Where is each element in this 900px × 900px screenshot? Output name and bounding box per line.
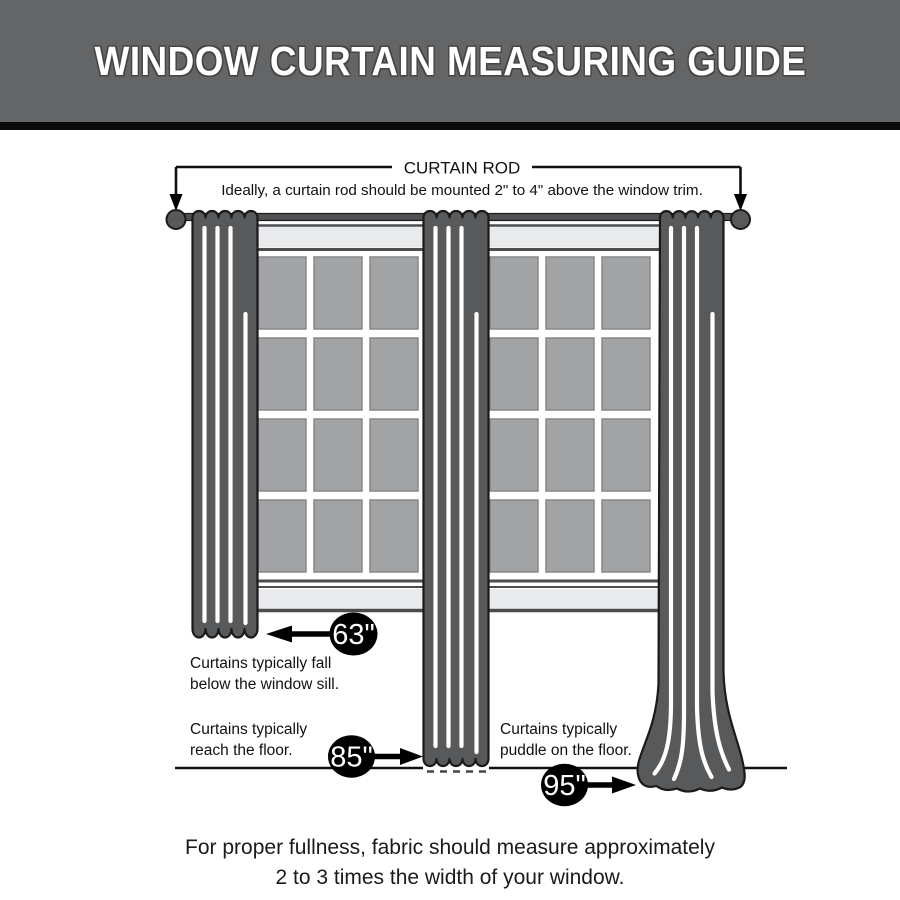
note-puddle-line1: Curtains typically	[500, 721, 618, 738]
window-pane	[490, 500, 538, 572]
window-pane	[546, 338, 594, 410]
window-pane	[314, 257, 362, 329]
window-pane	[370, 500, 418, 572]
rod-callout	[170, 159, 748, 212]
left-arrow-icon	[266, 626, 292, 643]
window-pane	[314, 419, 362, 491]
window-pane	[546, 500, 594, 572]
right-arrow-icon	[400, 748, 423, 765]
window-pane	[490, 338, 538, 410]
measurement-value-63: 63"	[332, 619, 375, 651]
measurement-value-95: 95"	[543, 770, 586, 802]
window-pane	[314, 500, 362, 572]
window-pane	[490, 257, 538, 329]
footer-line-2: 2 to 3 times the width of your window.	[275, 866, 625, 889]
window-pane	[546, 257, 594, 329]
down-arrow-icon	[170, 194, 183, 211]
down-arrow-icon	[734, 194, 747, 211]
measurement-floor	[328, 735, 423, 778]
note-puddle	[500, 721, 632, 759]
measurement-sill	[266, 613, 378, 656]
note-puddle-line2: puddle on the floor.	[500, 742, 632, 759]
window-pane	[602, 500, 650, 572]
note-sill	[190, 655, 339, 693]
note-sill-line1: Curtains typically fall	[190, 655, 332, 672]
footer-line-1: For proper fullness, fabric should measure approximately	[185, 836, 715, 859]
window-pane	[314, 338, 362, 410]
note-floor-line1: Curtains typically	[190, 721, 308, 738]
window-pane	[258, 500, 306, 572]
window-pane	[490, 419, 538, 491]
right-curtain-panel	[638, 211, 745, 791]
rod-callout-label: CURTAIN ROD	[403, 158, 521, 178]
note-floor	[190, 721, 307, 759]
note-floor-line2: reach the floor.	[190, 742, 293, 759]
left-finial	[167, 210, 186, 229]
window-pane	[258, 257, 306, 329]
page-title: WINDOW CURTAIN MEASURING GUIDE	[94, 37, 806, 84]
window-pane	[602, 257, 650, 329]
right-arrow-icon	[612, 777, 636, 794]
right-finial	[731, 210, 750, 229]
measurement-puddle	[541, 764, 636, 807]
measurement-value-85: 85"	[330, 741, 373, 774]
footer-note	[0, 833, 900, 893]
window-pane	[370, 419, 418, 491]
window-pane	[370, 338, 418, 410]
rod-callout-description: Ideally, a curtain rod should be mounted 2" to 4" above the window trim.	[221, 182, 703, 199]
window-pane	[370, 257, 418, 329]
window-pane	[602, 419, 650, 491]
left-curtain-panel	[193, 211, 258, 638]
middle-curtain-panel	[424, 211, 489, 766]
window-pane	[546, 419, 594, 491]
window-pane	[258, 338, 306, 410]
window-pane	[258, 419, 306, 491]
note-sill-line2: below the window sill.	[190, 676, 340, 693]
window-pane	[602, 338, 650, 410]
